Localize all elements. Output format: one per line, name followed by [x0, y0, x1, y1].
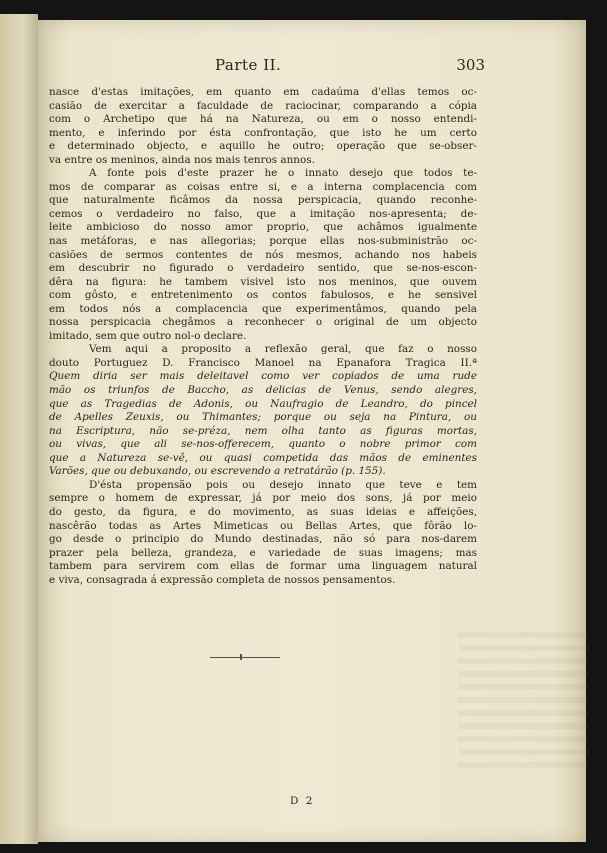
- show-through: [458, 632, 588, 772]
- text-line: casião de exercitar a faculdade de raciocinar, comparando a cópia: [49, 99, 477, 112]
- text-line: e determinado objecto, e aquillo he outro; operação que se-obser-: [49, 140, 477, 153]
- text-line: Quem diria ser mais deleitavel como ver copiados de uma rude: [49, 370, 477, 383]
- text-line: nascêrão todas as Artes Mimeticas ou Bellas Artes, que fôrão lo-: [49, 519, 477, 532]
- text-line: Varões, que ou debuxando, ou escrevendo a retratárão (p. 155).: [49, 465, 386, 478]
- text-line: nossa perspicacia chegâmos a reconhecer o original de um objecto: [49, 316, 477, 329]
- text-line: ou vivas, que ali se-nos-offerecem, quanto o nobre primor com: [49, 438, 477, 451]
- text-line: imitado, sem que outro nol-o declare.: [49, 329, 247, 342]
- page-number: 303: [456, 56, 485, 74]
- text-line: dêra na figura: he tambem visivel isto nos meninos, que ouvem: [49, 275, 477, 288]
- running-head: Parte II.: [215, 56, 282, 74]
- text-line: cemos o verdadeiro no falso, que a imitação nos-apresenta; de-: [49, 207, 477, 220]
- text-line: sempre o homem de expressar, já por meio dos sons, já por meio: [49, 492, 477, 505]
- text-line: que naturalmente ficâmos da nossa perspicacia, quando reconhe-: [49, 194, 477, 207]
- text-line: em todos nós a complacencia que experimentâmos, quando pela: [49, 302, 477, 315]
- text-line: go desde o principio do Mundo destinadas, não só para nos-darem: [49, 533, 477, 546]
- facing-page-edge: [0, 14, 38, 844]
- text-line: com gôsto, e entretenimento os contos fabulosos, e he sensivel: [49, 289, 477, 302]
- text-line: A fonte pois d'este prazer he o innato desejo que todos te-: [89, 167, 477, 180]
- text-line: que as Tragedias de Adonis, ou Naufragio de Leandro, do pincel: [49, 397, 477, 410]
- text-line: D'ésta propensão pois ou desejo innato que teve e tem: [89, 478, 477, 491]
- text-line: nasce d'estas imitações, em quanto em cadaúma d'ellas temos oc-: [49, 86, 477, 98]
- text-line: mão os triunfos de Baccho, as delicias de Venus, sendo alegres,: [49, 384, 477, 397]
- text-line: na Escriptura, não se-préza, nem olha tanto as figuras mortas,: [49, 424, 477, 437]
- text-line: de Apelles Zeuxis, ou Thimantes; porque ou seja na Pintura, ou: [49, 411, 477, 424]
- text-line: em descubrir no figurado o verdadeiro sentido, que se-nos-escon-: [49, 262, 477, 275]
- signature-mark: D 2: [290, 795, 315, 807]
- text-line: prazer pela belleza, grandeza, e variedade de suas imagens; mas: [49, 546, 477, 559]
- text-line: do gesto, da figura, e do movimento, as suas ideias e affeições,: [49, 505, 477, 518]
- text-line: com o Archetipo que há na Natureza, ou em o nosso entendi-: [49, 113, 477, 126]
- body-text: [49, 86, 477, 587]
- text-line: tambem para servirem com ellas de formar uma linguagem natural: [49, 560, 477, 573]
- text-line: nas metáforas, e nas allegorias; porque ellas nos-subministrão oc-: [49, 235, 477, 248]
- text-line: mento, e inferindo por ésta confrontação, que isto he um certo: [49, 126, 477, 139]
- text-line: que a Natureza se-vê, ou quasi competida das mãos de eminentes: [49, 451, 477, 464]
- text-line: casiões de sermos contentes de nós mesmos, achando nos habeis: [49, 248, 477, 261]
- text-line: e viva, consagrada á expressão completa de nossos pensamentos.: [49, 573, 396, 586]
- text-line: Vem aqui a proposito a reflexão geral, que faz o nosso: [89, 343, 477, 356]
- text-line: leite ambicioso do nosso amor proprio, que achâmos igualmente: [49, 221, 477, 234]
- text-line: va entre os meninos, ainda nos mais tenros annos.: [49, 153, 315, 166]
- text-line: douto Portuguez D. Francisco Manoel na Epanafora Tragica II.ª: [49, 356, 477, 369]
- text-line: mos de comparar as coisas entre si, e a interna complacencia com: [49, 180, 477, 193]
- page-header: [215, 56, 485, 82]
- section-rule: [210, 657, 280, 658]
